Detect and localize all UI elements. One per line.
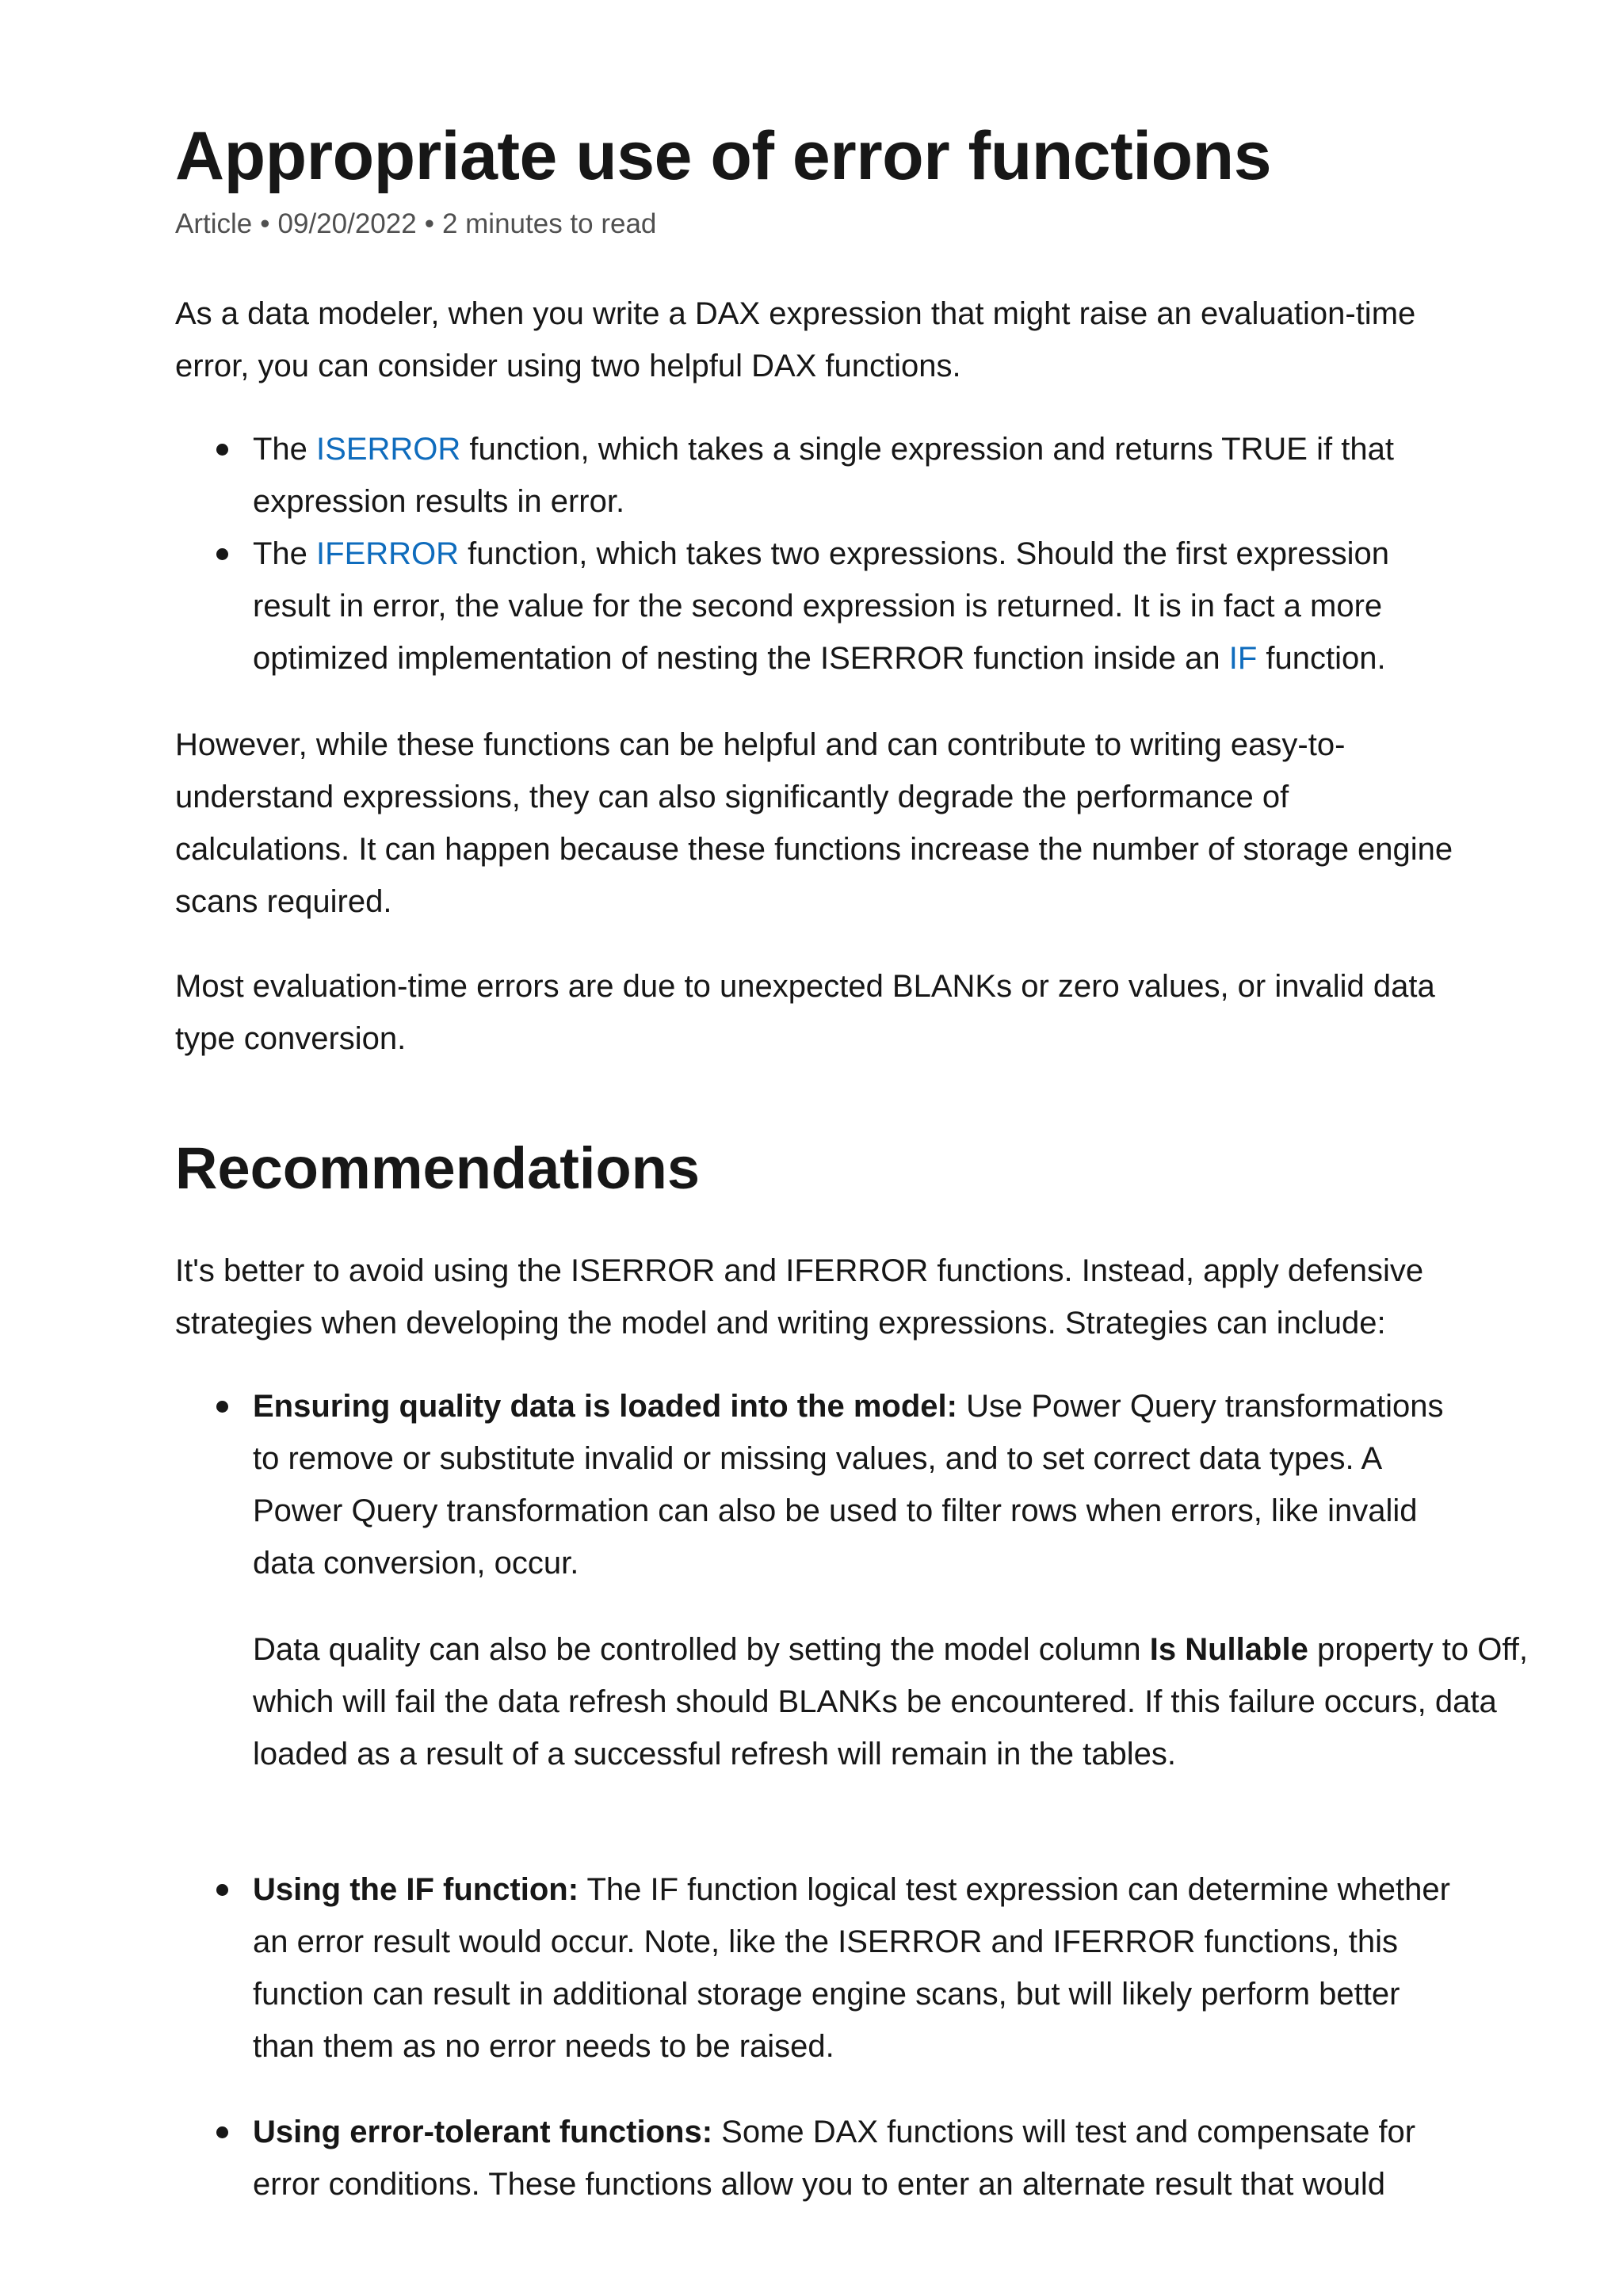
is-nullable-label: Is Nullable — [1149, 1632, 1308, 1667]
recommendations-heading: Recommendations — [175, 1135, 701, 1201]
recommendations-list-continued — [175, 2106, 1459, 2210]
meta-type: Article — [175, 208, 253, 239]
list-item: The IFERROR function, which takes two expressions. Should the first expression result in error, the value for the second expression is returned. It is in fact a more optimized implementation of nesting the ISERROR function inside an IF function. — [175, 528, 1459, 685]
if-link[interactable]: IF — [1228, 641, 1258, 676]
list-item: The ISERROR function, which takes a single expression and returns TRUE if that expression results in error. — [175, 423, 1459, 528]
recommendations-intro: It's better to avoid using the ISERROR and IFERROR functions. Instead, apply defensive strategies when developing the model and writing expressions. Strategies can include: — [175, 1253, 1424, 1341]
however-paragraph: However, while these functions can be helpful and can contribute to writing easy-to-understand expressions, they can also significantly degrade the performance of calculations. It can happen because these functions increase the number of storage engine scans required. — [175, 727, 1453, 919]
article-meta — [175, 208, 656, 240]
intro-paragraph: As a data modeler, when you write a DAX expression that might raise an evaluation-time error, you can consider using two helpful DAX functions. — [175, 296, 1416, 383]
item-bold-label: Using error-tolerant functions: — [253, 2115, 713, 2149]
list-item: Ensuring quality data is loaded into the model: Use Power Query transformations to remove or substitute invalid or missing values, and to set correct data types. A Power Query transformation can also be used to filter rows when errors, like invalid data conversion, occur. — [175, 1380, 1459, 1589]
iferror-link[interactable]: IFERROR — [316, 536, 460, 571]
meta-separator: • — [260, 208, 270, 239]
item-bold-label: Using the IF function: — [253, 1872, 579, 1907]
iserror-link[interactable]: ISERROR — [316, 432, 461, 467]
list-item: Using the IF function: The IF function logical test expression can determine whether an error result would occur. Note, like the ISERROR and IFERROR functions, this function can result in additional storage engine scans, but will likely perform better than them as no error needs to be raised. — [175, 1863, 1459, 2073]
meta-read-time: 2 minutes to read — [441, 208, 657, 239]
meta-date: 09/20/2022 — [277, 208, 417, 239]
functions-list — [175, 423, 1459, 685]
list-item: Using error-tolerant functions: Some DAX functions will test and compensate for error conditions. These functions allow you to enter an alternate result that would — [175, 2106, 1459, 2210]
item-bold-label: Ensuring quality data is loaded into the model: — [253, 1389, 957, 1424]
meta-separator: • — [424, 208, 434, 239]
nullable-paragraph: Data quality can also be controlled by setting the model column Is Nullable property to Off, which will fail the data refresh should BLANKs be encountered. If this failure occurs, data loaded as a result of a successful refresh will remain in the tables. — [253, 1632, 1528, 1772]
recommendations-list — [175, 1380, 1459, 1589]
most-errors-paragraph: Most evaluation-time errors are due to unexpected BLANKs or zero values, or invalid data type conversion. — [175, 969, 1435, 1056]
recommendations-list-continued — [175, 1863, 1459, 2073]
page-title: Appropriate use of error functions — [175, 118, 1272, 194]
